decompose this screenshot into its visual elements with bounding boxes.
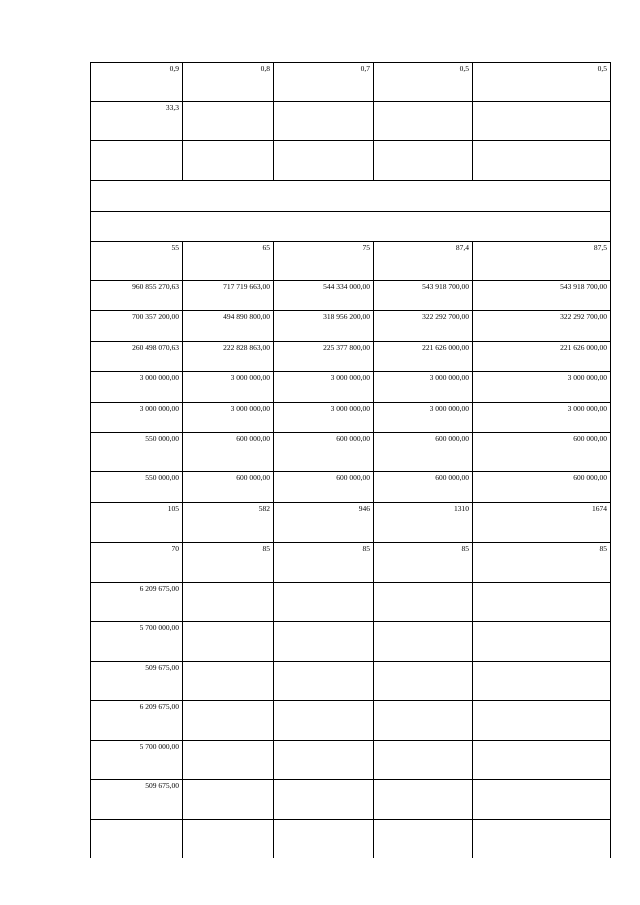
table-cell: 509 675,00: [145, 663, 179, 672]
table-rule-3: [90, 180, 610, 181]
table-cell: [274, 821, 373, 857]
table-cell: 70: [171, 544, 179, 553]
table-cell: 600 000,00: [573, 434, 607, 443]
table-cell: 6 209 675,00: [139, 584, 179, 593]
table-rule-8: [90, 371, 610, 372]
table-cell: 105: [167, 504, 179, 513]
table-cell: [183, 103, 273, 139]
table-cell: [473, 142, 610, 179]
table-rule-10: [90, 432, 610, 433]
table-cell: [473, 742, 610, 778]
table-cell: [183, 821, 273, 857]
table-cell: 55: [171, 243, 179, 252]
table-cell: [274, 623, 373, 660]
table-cell: 946: [358, 504, 370, 513]
table-rule-13: [90, 542, 610, 543]
section-right-border: [610, 180, 611, 241]
table-rule-14: [90, 582, 610, 583]
table-cell: 582: [258, 504, 270, 513]
table-cell: [274, 663, 373, 699]
table-cell: [374, 584, 472, 620]
table-cell: 3 000 000,00: [230, 404, 270, 413]
table-cell: 3 000 000,00: [429, 404, 469, 413]
table-cell: [183, 663, 273, 699]
table-cell: [274, 584, 373, 620]
table-rule-18: [90, 740, 610, 741]
table-cell: [274, 702, 373, 739]
table-cell: [183, 742, 273, 778]
table-cell: [91, 821, 182, 857]
table-cell: 3 000 000,00: [139, 373, 179, 382]
table-rule-15: [90, 621, 610, 622]
table-rule-16: [90, 661, 610, 662]
table-cell: 600 000,00: [573, 473, 607, 482]
table-cell: [274, 742, 373, 778]
table-cell: 3 000 000,00: [567, 373, 607, 382]
table-cell: 5 700 000,00: [139, 742, 179, 751]
table-cell: 260 498 070,63: [132, 343, 179, 352]
table-cell: 544 334 000,00: [323, 282, 370, 291]
table-cell: [473, 821, 610, 857]
table-cell: 6 209 675,00: [139, 702, 179, 711]
table-cell: 0,7: [360, 64, 370, 73]
table-cell: 0,9: [169, 64, 179, 73]
table-cell: 0,8: [260, 64, 270, 73]
table-cell: 494 890 800,00: [223, 312, 270, 321]
section-left-border: [90, 180, 91, 241]
table-cell: [374, 623, 472, 660]
table-cell: 1310: [454, 504, 469, 513]
table-cell: [473, 702, 610, 739]
table-cell: [473, 623, 610, 660]
table-cell: [374, 103, 472, 139]
table-cell: 600 000,00: [236, 473, 270, 482]
table-cell: 5 700 000,00: [139, 623, 179, 632]
table-rule-6: [90, 310, 610, 311]
table-cell: 322 292 700,00: [422, 312, 469, 321]
table-cell: 600 000,00: [236, 434, 270, 443]
table-rule-9: [90, 402, 610, 403]
table-cell: [183, 623, 273, 660]
table-cell: [183, 702, 273, 739]
table-rule-1: [90, 101, 610, 102]
table-rule-17: [90, 700, 610, 701]
table-cell: 1674: [592, 504, 607, 513]
table-cell: [274, 103, 373, 139]
table-cell: 717 719 663,00: [223, 282, 270, 291]
table-rule-2: [90, 140, 610, 141]
table-cell: [473, 103, 610, 139]
table-cell: 85: [461, 544, 469, 553]
table-cell: 322 292 700,00: [560, 312, 607, 321]
table-cell: 85: [362, 544, 370, 553]
table-cell: 222 828 863,00: [223, 343, 270, 352]
table-cell: [374, 821, 472, 857]
table-cell: 65: [262, 243, 270, 252]
table-cell: [374, 702, 472, 739]
table-rule-7: [90, 341, 610, 342]
table-rule-11: [90, 471, 610, 472]
table-cell: 87,5: [593, 243, 607, 252]
table-cell: 550 000,00: [145, 473, 179, 482]
table-cell: 221 626 000,00: [422, 343, 469, 352]
table-cell: 543 918 700,00: [560, 282, 607, 291]
table-rule-20: [90, 819, 610, 820]
table-cell: [374, 781, 472, 818]
table-cell: [274, 781, 373, 818]
table-cell: 318 956 200,00: [323, 312, 370, 321]
table-cell: [91, 142, 182, 179]
section-divider-rule: [90, 211, 610, 212]
table-cell: 87,4: [455, 243, 469, 252]
table-cell: 0,5: [459, 64, 469, 73]
table-rule-0: [90, 62, 610, 63]
table-cell: 221 626 000,00: [560, 343, 607, 352]
table-cell: 509 675,00: [145, 781, 179, 790]
table-cell: 3 000 000,00: [330, 404, 370, 413]
table-rule-19: [90, 779, 610, 780]
table-column-line-bottom-5: [610, 241, 611, 858]
table-cell: 3 000 000,00: [567, 404, 607, 413]
table-cell: [274, 142, 373, 179]
table-cell: 85: [599, 544, 607, 553]
table-cell: [374, 142, 472, 179]
table-cell: 0,5: [597, 64, 607, 73]
table-cell: [374, 663, 472, 699]
table-cell: [473, 781, 610, 818]
table-cell: [374, 742, 472, 778]
table-cell: 3 000 000,00: [230, 373, 270, 382]
table-cell: 600 000,00: [336, 434, 370, 443]
table-column-line-top-5: [610, 62, 611, 180]
table-cell: 3 000 000,00: [429, 373, 469, 382]
table-cell: 600 000,00: [336, 473, 370, 482]
table-cell: [473, 584, 610, 620]
table-cell: 33,3: [165, 103, 179, 112]
table-cell: 85: [262, 544, 270, 553]
table-cell: [183, 584, 273, 620]
table-rule-12: [90, 502, 610, 503]
table-cell: [473, 663, 610, 699]
table-cell: 600 000,00: [435, 434, 469, 443]
table-cell: 3 000 000,00: [139, 404, 179, 413]
table-cell: 960 855 270,63: [132, 282, 179, 291]
table-cell: 543 918 700,00: [422, 282, 469, 291]
table-cell: 225 377 800,00: [323, 343, 370, 352]
table-rule-4: [90, 241, 610, 242]
table-cell: [183, 142, 273, 179]
table-cell: 3 000 000,00: [330, 373, 370, 382]
table-cell: 75: [362, 243, 370, 252]
table-cell: 600 000,00: [435, 473, 469, 482]
table-cell: 550 000,00: [145, 434, 179, 443]
table-cell: [183, 781, 273, 818]
table-cell: 700 357 200,00: [132, 312, 179, 321]
table-rule-5: [90, 280, 610, 281]
